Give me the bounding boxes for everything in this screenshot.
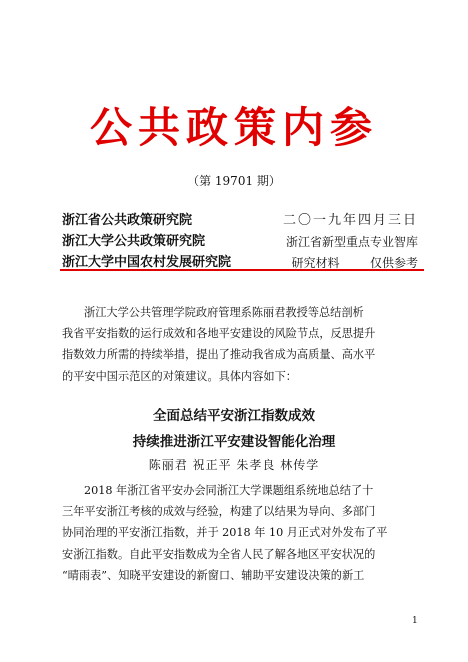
intro-paragraph bbox=[62, 302, 418, 387]
red-divider bbox=[60, 269, 424, 271]
publisher-name: 浙江大学公共政策研究院 bbox=[62, 234, 206, 249]
text-line: “晴雨表”、知晓平安建设的新窗口、辅助平安建设决策的新工 bbox=[62, 568, 365, 582]
text-line: 安浙江指数。自此平安指数成为全省人民了解各地区平安状况的 bbox=[62, 547, 376, 561]
article-headline: 全面总结平安浙江指数成效 bbox=[153, 408, 315, 424]
masthead-title: 公共政策内参 bbox=[89, 103, 378, 152]
text-line: 浙江大学公共管理学院政府管理系陈丽君教授等总结剖析 bbox=[84, 306, 364, 319]
text-line: 协同治理的平安浙江指数，并于 2018 年 10 月正式对外发布了平 bbox=[62, 526, 388, 540]
body-paragraph bbox=[62, 480, 418, 586]
text-line: 我省平安指数的运行成效和各地平安建设的风险节点，反思提升 bbox=[62, 327, 376, 341]
article-authors: 陈丽君 祝正平 朱孝良 林传学 bbox=[148, 458, 320, 472]
issue-number: （第 19701 期） bbox=[187, 174, 281, 188]
text-line: 2018 年浙江省平安办会同浙江大学课题组系统地总结了十 bbox=[84, 484, 374, 497]
publisher-name: 浙江省公共政策研究院 bbox=[62, 213, 193, 228]
text-line: 三年平安浙江考核的成效与经验，构建了以结果为导向、多部门 bbox=[62, 505, 376, 519]
text-line: 指数效力所需的持续举措，提出了推动我省成为高质量、高水平 bbox=[62, 348, 376, 362]
page-number: 1 bbox=[412, 616, 418, 626]
document-notice: 研究材料 仅供参考 bbox=[291, 256, 418, 270]
publisher-row bbox=[62, 212, 418, 230]
publisher-name: 浙江大学中国农村发展研究院 bbox=[62, 255, 232, 270]
text-line: 的平安中国示范区的对策建议。具体内容如下： bbox=[62, 369, 297, 383]
publish-date: 二〇一九年四月三日 bbox=[282, 213, 418, 228]
think-tank-label: 浙江省新型重点专业智库 bbox=[285, 235, 418, 249]
article-subheadline: 持续推进浙江平安建设智能化治理 bbox=[132, 434, 336, 450]
publisher-row bbox=[62, 233, 418, 251]
